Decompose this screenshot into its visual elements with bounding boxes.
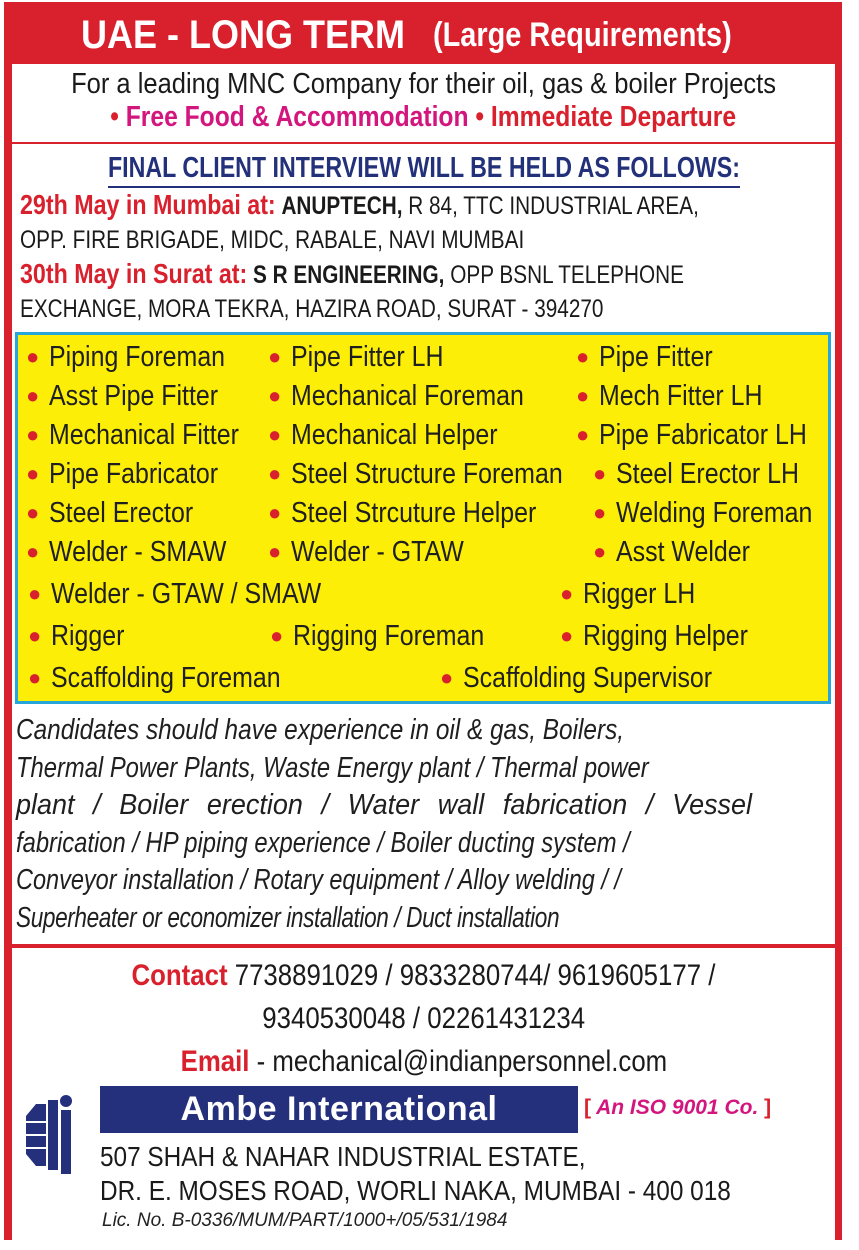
- bullet-icon: ●: [268, 539, 282, 564]
- headline-main: UAE - LONG TERM: [80, 12, 405, 57]
- bullet-icon: ●: [593, 500, 607, 525]
- job-item: ● Steel Strcuture Helper: [268, 497, 537, 529]
- benefit-free-food: Free Food & Accommodation: [126, 101, 469, 133]
- company-address: [100, 1140, 825, 1208]
- venue-surat: [12, 257, 835, 326]
- contact-info: [12, 948, 835, 1083]
- phone-numbers-line-1[interactable]: 7738891029 / 9833280744/ 9619605177 /: [234, 959, 716, 992]
- job-item: ● Welding Foreman: [593, 497, 813, 529]
- interview-title-text: FINAL CLIENT INTERVIEW WILL BE HELD AS FOLLOWS:: [108, 152, 740, 188]
- venue-date-location: 30th May in Surat at:: [20, 258, 248, 289]
- company-address-line-1: 507 SHAH & NAHAR INDUSTRIAL ESTATE,: [100, 1141, 586, 1172]
- bullet-icon: ●: [268, 383, 282, 408]
- intro-description: For a leading MNC Company for their oil, gas & boiler Projects: [71, 68, 776, 100]
- job-item: ● Welder - SMAW: [26, 536, 227, 568]
- iso-certification: [ An ISO 9001 Co. ]: [584, 1096, 772, 1119]
- job-item: ● Rigging Foreman: [270, 620, 485, 652]
- job-item: ● Mechanical Fitter: [26, 419, 240, 451]
- requirements-line: fabrication / HP piping experience / Boiler ducting system /: [16, 826, 630, 859]
- venue-address-line-2: OPP. FIRE BRIGADE, MIDC, RABALE, NAVI MUMBAI: [20, 226, 525, 254]
- bullet-icon: ●: [26, 539, 40, 564]
- bullet-icon: ●: [268, 422, 282, 447]
- contact-panel: [12, 948, 835, 1242]
- license-number: Lic. No. B-0336/MUM/PART/1000+/05/531/1984: [102, 1210, 508, 1231]
- contact-label: Contact: [131, 959, 228, 992]
- venue-date-location: 29th May in Mumbai at:: [20, 189, 276, 220]
- headline-sub: (Large Requirements): [432, 15, 732, 54]
- job-item: ● Pipe Fitter: [576, 341, 713, 373]
- bullet-icon: ●: [268, 461, 282, 486]
- bullet-icon: ●: [26, 383, 40, 408]
- bullet-icon: ●: [28, 623, 42, 648]
- bullet-icon: ●: [26, 422, 40, 447]
- bullet-icon: ●: [440, 665, 454, 690]
- requirements-line: Conveyor installation / Rotary equipment / Alloy welding / /: [16, 864, 621, 896]
- job-item: ● Mechanical Foreman: [268, 380, 525, 412]
- email-separator: -: [256, 1045, 265, 1078]
- job-item: ● Asst Welder: [593, 536, 751, 568]
- job-item: ● Rigging Helper: [560, 620, 749, 652]
- company-branding: [12, 1086, 835, 1236]
- job-item: ● Steel Structure Foreman: [268, 458, 563, 490]
- job-item: ● Pipe Fabricator: [26, 458, 219, 490]
- job-item: ● Mechanical Helper: [268, 419, 498, 451]
- venue-address-line-1: R 84, TTC INDUSTRIAL AREA,: [408, 192, 699, 220]
- requirements-line: plant / Boiler erection / Water wall fabrication / Vessel: [16, 789, 753, 821]
- bullet-icon: •: [110, 101, 120, 133]
- bullet-icon: ●: [593, 539, 607, 564]
- job-item: ● Rigger: [28, 620, 125, 652]
- bullet-icon: ●: [26, 344, 40, 369]
- bullet-icon: ●: [268, 344, 282, 369]
- job-item: ● Piping Foreman: [26, 341, 226, 373]
- job-item: ● Scaffolding Foreman: [28, 662, 281, 694]
- job-item: ● Mech Fitter LH: [576, 380, 763, 412]
- venue-address-line-2: EXCHANGE, MORA TEKRA, HAZIRA ROAD, SURAT - 394270: [20, 295, 604, 323]
- bullet-icon: ●: [26, 461, 40, 486]
- requirements-line: Thermal Power Plants, Waste Energy plant / Thermal power: [16, 751, 649, 784]
- email-label: Email: [180, 1045, 250, 1078]
- job-item: ● Welder - GTAW / SMAW: [28, 578, 322, 610]
- job-item: ● Asst Pipe Fitter: [26, 380, 219, 412]
- job-item: ● Pipe Fitter LH: [268, 341, 444, 373]
- job-item: ● Steel Erector LH: [593, 458, 800, 490]
- venue-company: ANUPTECH,: [281, 192, 403, 220]
- bullet-icon: ●: [576, 422, 590, 447]
- intro-panel: [12, 64, 835, 144]
- company-name: Ambe International: [100, 1086, 578, 1133]
- job-item: ● Rigger LH: [560, 578, 696, 610]
- bullet-icon: ●: [26, 500, 40, 525]
- ambe-logo-icon: [22, 1092, 74, 1178]
- headline: [12, 2, 835, 64]
- bullet-icon: ●: [560, 623, 574, 648]
- job-item: ● Welder - GTAW: [268, 536, 465, 568]
- bullet-icon: ●: [576, 383, 590, 408]
- benefit-immediate-departure: Immediate Departure: [491, 101, 737, 133]
- venue-address-line-1: OPP BSNL TELEPHONE: [450, 261, 684, 289]
- email-address-link[interactable]: mechanical@indianpersonnel.com: [272, 1045, 667, 1078]
- interview-and-jobs-panel: [12, 144, 835, 944]
- bullet-icon: ●: [268, 500, 282, 525]
- job-item: ● Pipe Fabricator LH: [576, 419, 808, 451]
- bullet-icon: ●: [28, 665, 42, 690]
- bullet-icon: ●: [28, 581, 42, 606]
- company-address-line-2: DR. E. MOSES ROAD, WORLI NAKA, MUMBAI - 400 018: [100, 1175, 731, 1206]
- experience-requirements: [16, 712, 828, 937]
- venue-company: S R ENGINEERING,: [253, 261, 445, 289]
- benefits-line: [111, 101, 737, 134]
- job-item: ● Steel Erector: [26, 497, 194, 529]
- bullet-icon: ●: [593, 461, 607, 486]
- job-advertisement-poster: [4, 2, 842, 1240]
- requirements-line: Candidates should have experience in oil & gas, Boilers,: [16, 714, 625, 746]
- interview-title: [12, 144, 835, 188]
- phone-numbers-line-2[interactable]: 9340530048 / 02261431234: [262, 1002, 585, 1035]
- job-item: ● Scaffolding Supervisor: [440, 662, 713, 694]
- bullet-icon: ●: [560, 581, 574, 606]
- venue-mumbai: [12, 188, 835, 257]
- bullet-icon: ●: [576, 344, 590, 369]
- requirements-line: Superheater or economizer installation / Duct installation: [16, 901, 560, 934]
- bullet-icon: •: [475, 101, 485, 133]
- bullet-icon: ●: [270, 623, 284, 648]
- job-positions-box: [15, 332, 831, 704]
